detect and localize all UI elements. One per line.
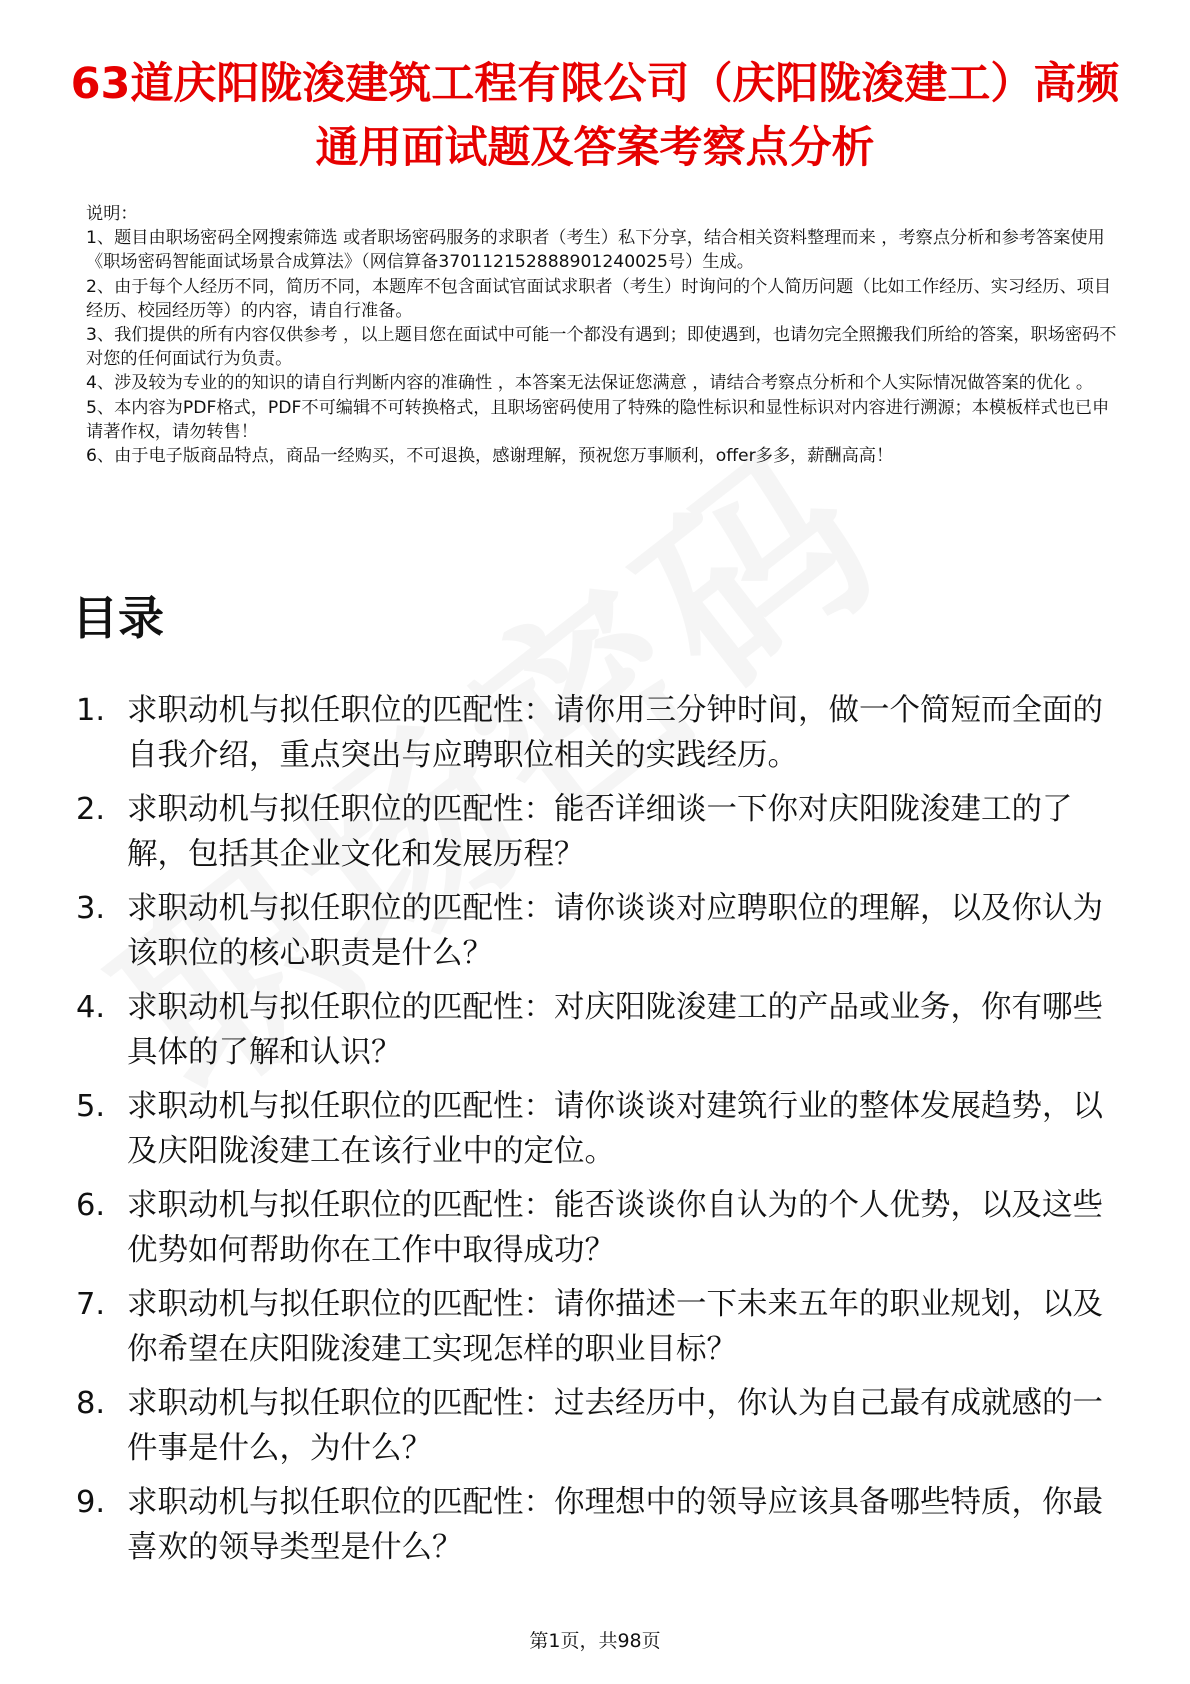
toc-item[interactable] xyxy=(76,1381,1126,1471)
toc-item[interactable] xyxy=(76,1480,1126,1570)
note-item: 3、我们提供的所有内容仅供参考 ，以上题目您在面试中可能一个都没有遇到；即使遇到，也请勿完全照搬我们所给的答案，职场密码不对您的任何面试行为负责。 xyxy=(86,325,1117,370)
note-item: 6、由于电子版商品特点，商品一经购买，不可退换，感谢理解，预祝您万事顺利，offer多多，薪酬高高！ xyxy=(86,446,894,467)
note-item: 5、本内容为PDF格式，PDF不可编辑不可转换格式，且职场密码使用了特殊的隐性标识和显性标识对内容进行溯源；本模板样式也已申请著作权，请勿转售！ xyxy=(86,397,1110,442)
toc-item-number: 2. xyxy=(76,792,106,827)
toc-item-text: 求职动机与拟任职位的匹配性：请你描述一下未来五年的职业规划，以及你希望在庆阳陇浚建工实现怎样的职业目标？ xyxy=(127,1287,1103,1367)
toc-item-text: 求职动机与拟任职位的匹配性：过去经历中，你认为自己最有成就感的一件事是什么，为什么？ xyxy=(127,1386,1103,1466)
toc-item[interactable] xyxy=(76,886,1126,976)
toc-item-number: 1. xyxy=(76,693,106,728)
toc-item[interactable] xyxy=(76,688,1126,778)
toc-item[interactable] xyxy=(76,985,1126,1075)
toc-item-number: 5. xyxy=(76,1089,106,1124)
note-item: 4、涉及较为专业的的知识的请自行判断内容的准确性 ，本答案无法保证您满意 ，请结合考察点分析和个人实际情况做答案的优化 。 xyxy=(86,373,1094,394)
toc-item[interactable] xyxy=(76,1282,1126,1372)
notes-section xyxy=(86,202,1126,468)
toc-item-text: 求职动机与拟任职位的匹配性：请你用三分钟时间，做一个简短而全面的自我介绍，重点突出与应聘职位相关的实践经历。 xyxy=(127,693,1103,773)
toc-heading: 目录 xyxy=(72,591,164,645)
toc-list xyxy=(76,688,1126,1579)
note-item: 1、题目由职场密码全网搜索筛选 或者职场密码服务的求职者（考生）私下分享，结合相关资料整理而来 ，考察点分析和参考答案使用《职场密码智能面试场景合成算法》（网信算备370112152888901240025号）生成。 xyxy=(86,228,1105,273)
toc-item-text: 求职动机与拟任职位的匹配性：对庆阳陇浚建工的产品或业务，你有哪些具体的了解和认识？ xyxy=(127,990,1103,1070)
toc-item-number: 7. xyxy=(76,1287,106,1322)
toc-item-text: 求职动机与拟任职位的匹配性：你理想中的领导应该具备哪些特质，你最喜欢的领导类型是什么？ xyxy=(127,1485,1103,1565)
toc-item-number: 3. xyxy=(76,891,106,926)
document-title: 63道庆阳陇浚建筑工程有限公司（庆阳陇浚建工）高频通用面试题及答案考察点分析 xyxy=(70,59,1120,173)
note-item: 2、由于每个人经历不同，简历不同，本题库不包含面试官面试求职者（考生）时询问的个人简历问题（比如工作经历、实习经历、项目经历、校园经历等）的内容，请自行准备。 xyxy=(86,276,1112,321)
toc-item[interactable] xyxy=(76,787,1126,877)
notes-heading: 说明： xyxy=(86,204,138,224)
toc-item-number: 4. xyxy=(76,990,106,1025)
toc-item-number: 9. xyxy=(76,1485,106,1520)
page-footer: 第1页，共98页 xyxy=(529,1630,661,1652)
toc-item[interactable] xyxy=(76,1084,1126,1174)
toc-item-text: 求职动机与拟任职位的匹配性：请你谈谈对应聘职位的理解，以及你认为该职位的核心职责是什么？ xyxy=(127,891,1103,971)
toc-item-number: 8. xyxy=(76,1386,106,1421)
toc-item-text: 求职动机与拟任职位的匹配性：能否谈谈你自认为的个人优势，以及这些优势如何帮助你在工作中取得成功？ xyxy=(127,1188,1103,1268)
toc-item[interactable] xyxy=(76,1183,1126,1273)
toc-item-number: 6. xyxy=(76,1188,106,1223)
toc-item-text: 求职动机与拟任职位的匹配性：能否详细谈一下你对庆阳陇浚建工的了解，包括其企业文化和发展历程？ xyxy=(127,792,1073,872)
toc-item-text: 求职动机与拟任职位的匹配性：请你谈谈对建筑行业的整体发展趋势，以及庆阳陇浚建工在该行业中的定位。 xyxy=(127,1089,1103,1169)
